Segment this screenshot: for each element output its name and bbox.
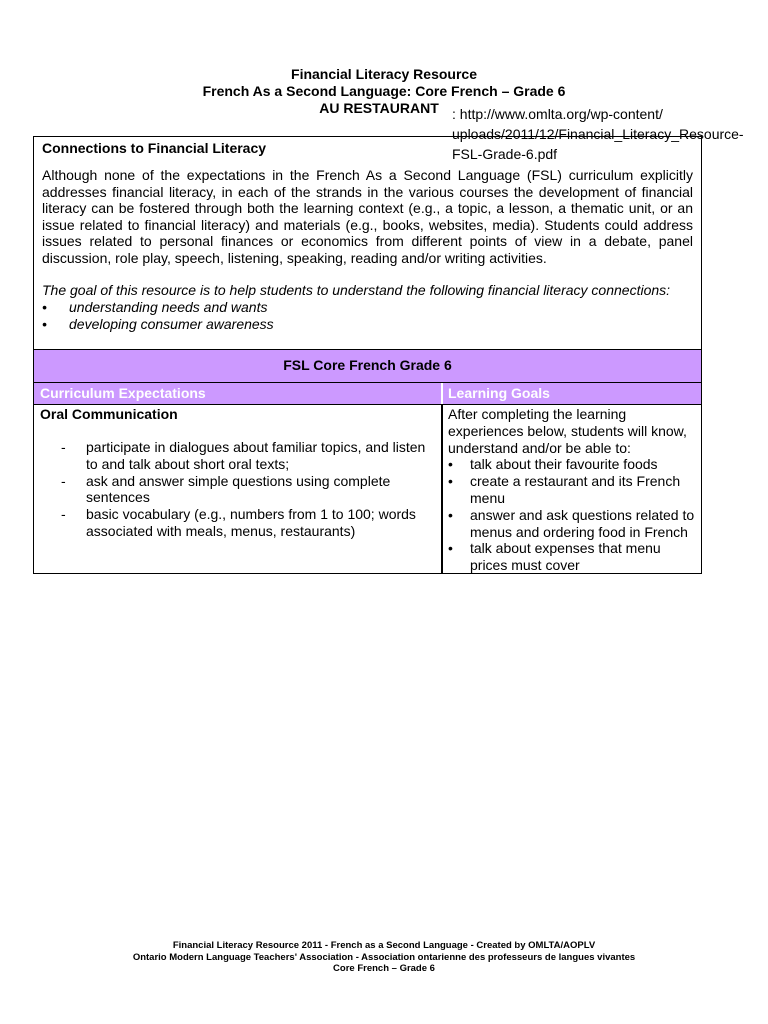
unit-title: AU RESTAURANT xyxy=(319,100,439,116)
connections-body: Although none of the expectations in the French As a Second Language (FSL) curriculum explicitly addresses financial literacy, in each of the strands in the various courses the development of financial literacy can be fostered through both the learning context (e.g., a topic, a lesson, a thematic unit, or an issue related to financial literacy) and materials (e.g., books, websites, media). Students could address issues related to personal finances or economics from different points of view in a debate, panel discussion, role play, speech, listening, speaking, reading and/or writing activities. xyxy=(42,167,693,266)
oral-communication-heading: Oral Communication xyxy=(40,406,178,422)
list-item: • talk about expenses that menu prices must cover xyxy=(448,540,661,574)
bullet-icon: • xyxy=(448,473,453,490)
fsl-band-title: FSL Core French Grade 6 xyxy=(33,349,702,383)
bullet-icon: • xyxy=(448,456,453,473)
bullet-icon: • xyxy=(448,540,453,557)
connections-section xyxy=(33,136,702,349)
bullet-icon: • xyxy=(42,316,47,332)
document-title: Financial Literacy Resource xyxy=(291,66,477,82)
curriculum-cell xyxy=(40,406,435,540)
goal-list xyxy=(42,299,693,333)
list-item: • create a restaurant and its French menu xyxy=(448,473,681,506)
learning-goals-list xyxy=(448,456,698,574)
document-subtitle: French As a Second Language: Core French – Grade 6 xyxy=(202,83,566,99)
source-url-note: : http://www.omlta.org/wp-content/ uploads/2011/12/Financial_Literacy_Resource- FSL-Grade-6.pdf xyxy=(452,106,744,162)
dash-icon: - xyxy=(61,472,66,489)
list-item: • answer and ask questions related to menus and ordering food in French xyxy=(448,506,695,540)
page-footer xyxy=(0,940,768,975)
expectations-list xyxy=(40,439,435,540)
column-divider xyxy=(441,405,443,573)
bullet-icon: • xyxy=(448,506,453,523)
learning-goals-intro: After completing the learning experiences below, students will know, understand and/or be able to: xyxy=(448,406,687,456)
list-item: - participate in dialogues about familiar topics, and listen to and talk about short oral texts; xyxy=(61,439,426,472)
dash-icon: - xyxy=(61,506,66,523)
footer-line: Core French – Grade 6 xyxy=(333,963,435,974)
column-divider xyxy=(441,383,443,404)
list-item: • developing consumer awareness xyxy=(42,316,274,332)
footer-line: Financial Literacy Resource 2011 - French as a Second Language - Created by OMLTA/AOPLV xyxy=(172,940,596,951)
goal-statement: The goal of this resource is to help students to understand the following financial literacy connections: xyxy=(42,282,671,298)
column-header-curriculum: Curriculum Expectations xyxy=(40,385,206,401)
footer-line: Ontario Modern Language Teachers' Association - Association ontarienne des professeurs de langues vivantes xyxy=(132,951,636,963)
list-item: • talk about their favourite foods xyxy=(448,456,658,473)
dash-icon: - xyxy=(61,439,66,455)
bullet-icon: • xyxy=(42,299,47,315)
list-item: - ask and answer simple questions using complete sentences xyxy=(61,472,391,506)
column-header-goals: Learning Goals xyxy=(448,385,550,401)
learning-goals-cell xyxy=(448,406,698,574)
table-body xyxy=(33,404,702,574)
table-header-row xyxy=(33,383,702,404)
list-item: - basic vocabulary (e.g., numbers from 1 to 100; words associated with meals, menus, restaurants) xyxy=(61,506,416,539)
connections-heading: Connections to Financial Literacy xyxy=(42,140,267,156)
list-item: • understanding needs and wants xyxy=(42,299,268,315)
